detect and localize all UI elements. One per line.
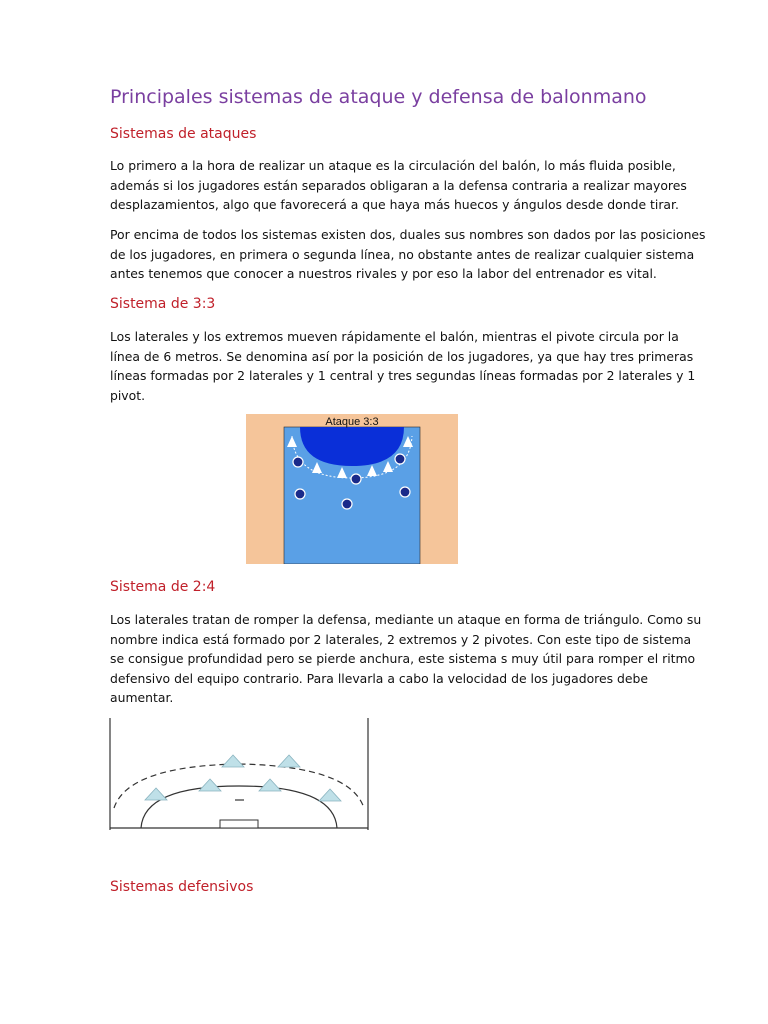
paragraph-line: se consigue profundidad pero se pierde anchura, este sistema s muy útil para romper el ritmo: [110, 651, 696, 667]
page-title: Principales sistemas de ataque y defensa de balonmano: [110, 86, 647, 108]
paragraph-line: Los laterales tratan de romper la defensa, mediante un ataque en forma de triángulo. Como su: [110, 612, 702, 627]
paragraph-line: nombre indica está formado por 2 laterales, 2 extremos y 2 pivotes. Con este tipo de sistema: [110, 631, 692, 647]
sistema-2-4-diagram: [108, 716, 370, 832]
attacker-marker: [293, 457, 303, 467]
paragraph-line: defensivo del equipo contrario. Para llevarla a cabo la velocidad de los jugadores debe: [110, 670, 648, 686]
figure-title: Ataque 3:3: [325, 416, 379, 428]
attacker-marker: [295, 489, 305, 499]
paragraph-line: línea de 6 metros. Se denomina así por la posición de los jugadores, ya que hay tres primeras: [110, 348, 694, 364]
paragraph-line: desplazamientos, algo que favorecerá a que haya más huecos y ángulos desde donde tirar.: [110, 197, 679, 213]
paragraph-ataques-1: [110, 156, 687, 215]
attacker-marker: [395, 454, 405, 464]
paragraph-line: además si los jugadores están separados obligaran a la defensa contraria a realizar mayores: [110, 177, 687, 193]
paragraph-line: Por encima de todos los sistemas existen dos, duales sus nombres son dados por las posiciones: [110, 227, 706, 242]
court-background: [108, 716, 370, 832]
goal: [220, 820, 258, 828]
paragraph-line: aumentar.: [110, 690, 174, 706]
heading-sistemas-defensivos: Sistemas defensivos: [110, 879, 254, 895]
paragraph-line: de los jugadores, en primera o segunda línea, no obstante antes de realizar cualquier sistema: [110, 246, 695, 262]
paragraph-line: Lo primero a la hora de realizar un ataque es la circulación del balón, lo más fluida posible,: [110, 158, 676, 173]
paragraph-line: líneas formadas por 2 laterales y 1 central y tres segundas líneas formadas por 2 laterales y 1: [110, 368, 696, 384]
attacker-marker: [400, 487, 410, 497]
attacker-marker: [351, 474, 361, 484]
paragraph-ataques-2: [110, 225, 706, 284]
heading-sistema-3-3: Sistema de 3:3: [110, 296, 216, 312]
paragraph-line: pivot.: [110, 387, 146, 403]
paragraph-sistema-3-3: [110, 327, 696, 405]
paragraph-line: antes tenemos que conocer a nuestros rivales y por eso la labor del entrenador es vital.: [110, 266, 657, 282]
paragraph-sistema-2-4: [110, 610, 702, 708]
heading-sistemas-ataques: Sistemas de ataques: [110, 126, 257, 142]
attacker-marker: [342, 499, 352, 509]
paragraph-line: Los laterales y los extremos mueven rápidamente el balón, mientras el pivote circula por la: [110, 329, 679, 344]
heading-sistema-2-4: Sistema de 2:4: [110, 579, 216, 595]
ataque-3-3-diagram: [246, 414, 458, 564]
